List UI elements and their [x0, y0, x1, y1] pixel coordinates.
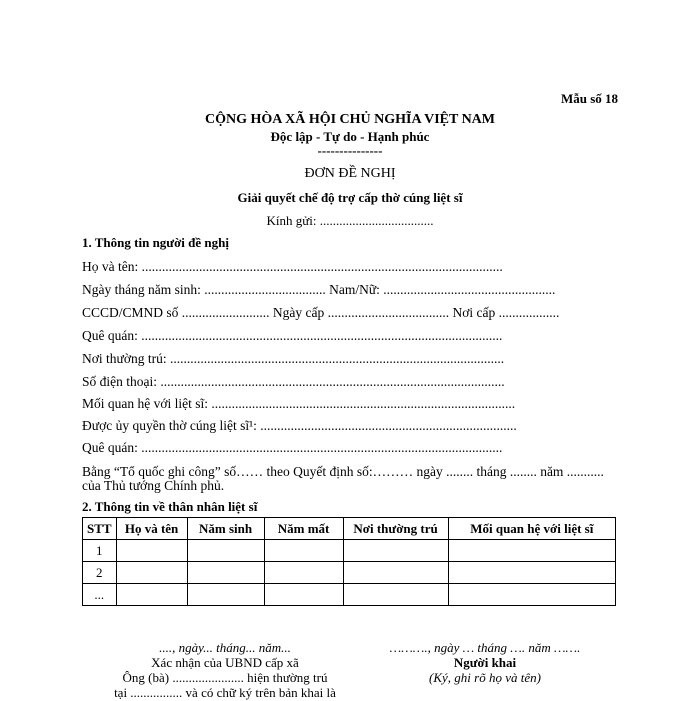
relatives-table — [82, 517, 616, 606]
certificate-field: Bằng “Tổ quốc ghi công” số…… theo Quyết định số:……… ngày ........ tháng ........ năm ........... — [82, 464, 604, 479]
row-number: 2 — [83, 562, 117, 584]
addressee-line: Kính gửi: ................................... — [266, 213, 434, 228]
column-header: Mối quan hệ với liệt sĩ — [448, 518, 615, 540]
certificate-issuer-line: của Thủ tướng Chính phủ. — [82, 478, 225, 493]
table-cell — [187, 540, 264, 562]
table-cell — [116, 540, 187, 562]
martyr-hometown-field: Quê quán: ........................................................................................................... — [82, 440, 503, 455]
hometown-field: Quê quán: ........................................................................................................... — [82, 328, 503, 343]
column-header: Năm sinh — [187, 518, 264, 540]
column-header: Nơi thường trú — [343, 518, 448, 540]
form-number: Mẫu số 18 — [560, 91, 618, 106]
relationship-field: Mối quan hệ với liệt sĩ: .......................................................................................... — [82, 396, 516, 411]
phone-field: Số điện thoại: ...................................................................................................... — [82, 374, 505, 389]
table-cell — [264, 540, 343, 562]
row-number: ... — [83, 584, 117, 606]
section-2-heading: 2. Thông tin về thân nhân liệt sĩ — [82, 499, 258, 514]
birth-gender-field: Ngày tháng năm sinh: .................................... Nam/Nữ: ................................................... — [82, 282, 556, 297]
table-cell — [116, 584, 187, 606]
table-cell — [448, 562, 615, 584]
table-cell — [264, 562, 343, 584]
declarant-sign-note: (Ký, ghi rõ họ và tên) — [429, 670, 541, 685]
confirmation-line-1: Ông (bà) ...................... hiện thường trú — [122, 670, 328, 685]
table-cell — [187, 562, 264, 584]
table-cell — [343, 584, 448, 606]
table-cell — [448, 584, 615, 606]
authorized-worship-field: Được ủy quyền thờ cúng liệt sĩ¹: ............................................................................ — [82, 418, 517, 433]
row-number: 1 — [83, 540, 117, 562]
column-header: STT — [83, 518, 117, 540]
section-1-heading: 1. Thông tin người đề nghị — [82, 235, 229, 250]
document-title: ĐƠN ĐỀ NGHỊ — [304, 166, 396, 181]
table-cell — [343, 540, 448, 562]
table-cell — [187, 584, 264, 606]
full-name-field: Họ và tên: ........................................................................................................... — [82, 259, 503, 274]
right-signature-date: ………., ngày … tháng …. năm ……. — [389, 640, 581, 655]
table-row — [83, 584, 616, 606]
table-cell — [448, 540, 615, 562]
motto-divider: --------------- — [317, 143, 383, 158]
national-title: CỘNG HÒA XÃ HỘI CHỦ NGHĨA VIỆT NAM — [204, 112, 495, 127]
commune-confirmation-title: Xác nhận của UBND cấp xã — [151, 655, 299, 670]
declarant-title: Người khai — [453, 655, 517, 670]
id-card-field: CCCD/CMND số .......................... Ngày cấp .................................... Nơi cấp .................. — [82, 305, 560, 320]
column-header: Họ và tên — [116, 518, 187, 540]
table-cell — [264, 584, 343, 606]
document-subtitle: Giải quyết chế độ trợ cấp thờ cúng liệt sĩ — [237, 190, 463, 205]
national-motto: Độc lập - Tự do - Hạnh phúc — [270, 129, 430, 144]
confirmation-line-2: tại ................ và có chữ ký trên bản khai là — [114, 685, 336, 700]
table-row — [83, 562, 616, 584]
column-header: Năm mất — [264, 518, 343, 540]
residence-field: Nơi thường trú: ................................................................................................... — [82, 351, 505, 366]
table-cell — [343, 562, 448, 584]
table-row — [83, 540, 616, 562]
left-signature-date: ...., ngày... tháng... năm... — [159, 640, 291, 655]
table-cell — [116, 562, 187, 584]
table-header-row — [83, 518, 616, 540]
